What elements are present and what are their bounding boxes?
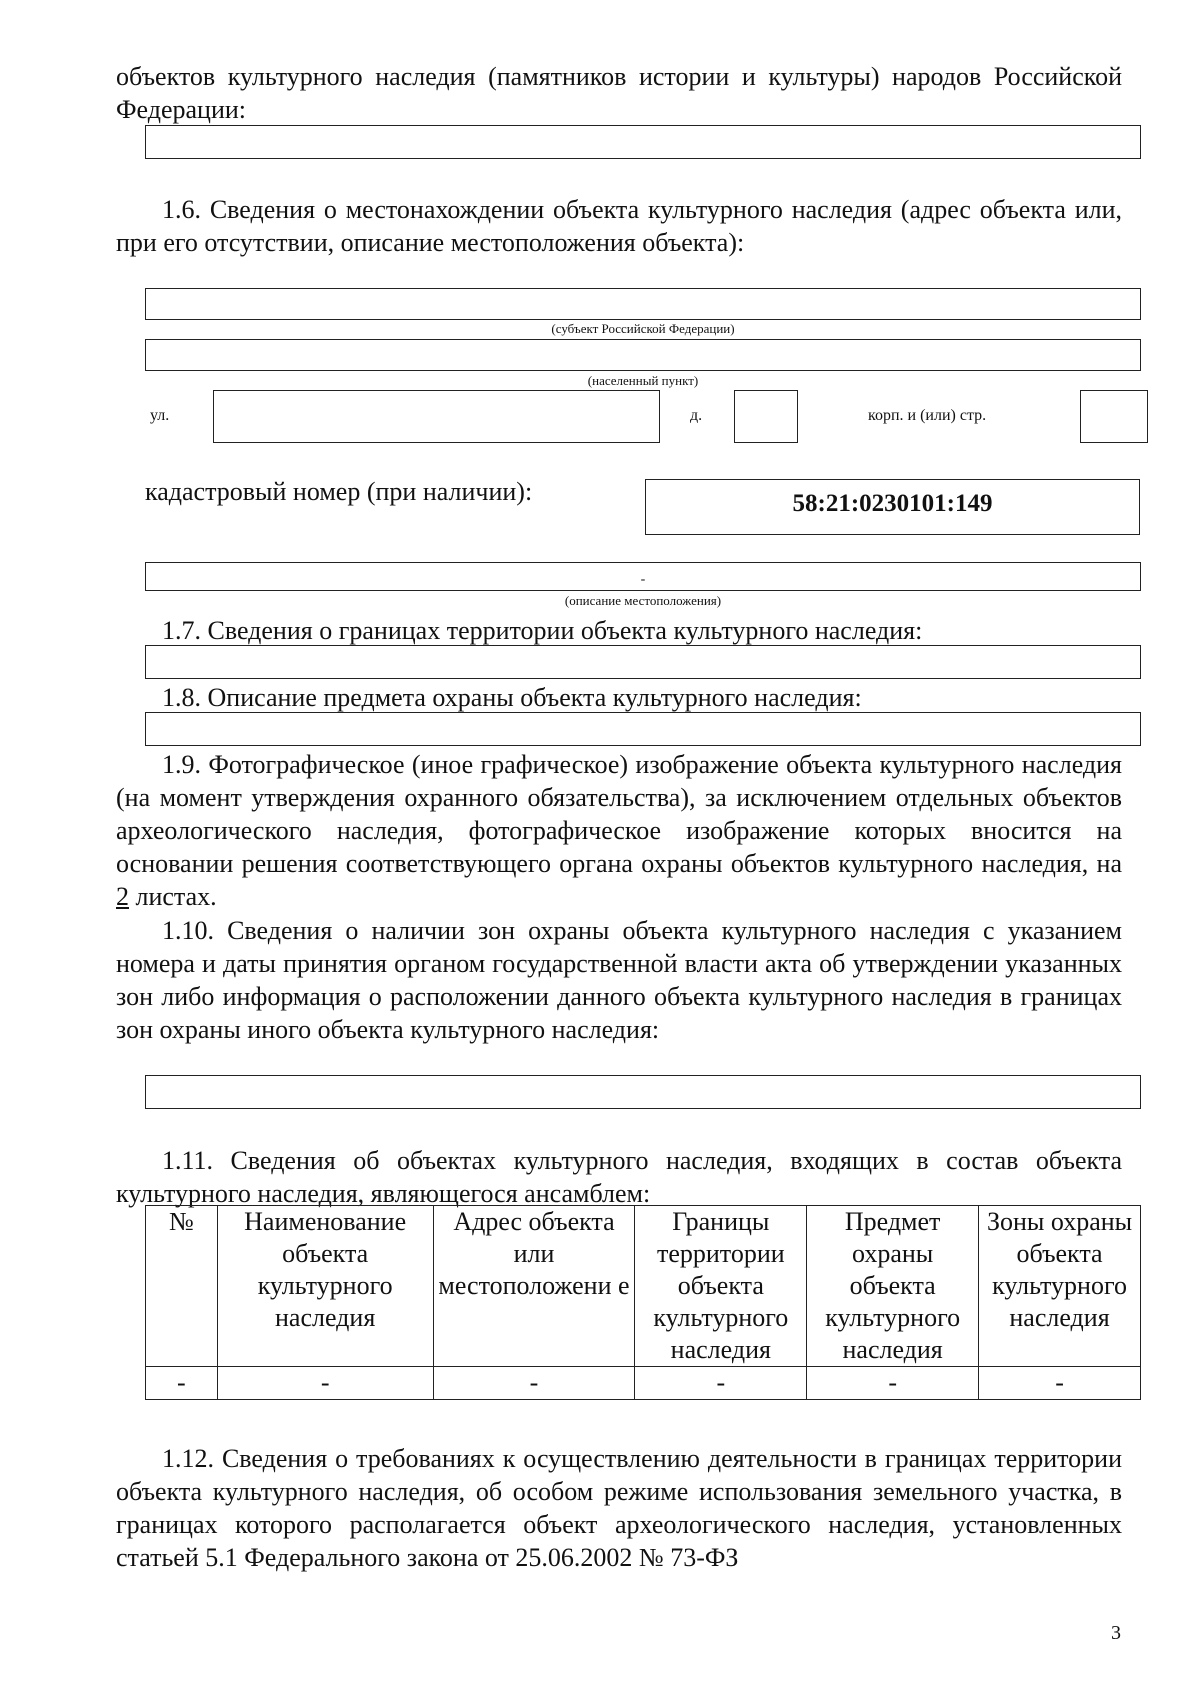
locality-caption: (населенный пункт) (587, 373, 699, 388)
section-1-11-paragraph: 1.11. Сведения об объектах культурного наследия, входящих в состав объекта культурного наследия, являющегося ансамблем: (116, 1146, 1122, 1208)
table-header-address: Адрес объекта или местоположени е (433, 1206, 635, 1367)
table-header-protection-subject: Предмет охраны объекта культурного наследия (807, 1206, 979, 1367)
table-header-row (146, 1206, 1141, 1367)
section-1-7-heading: 1.7. Сведения о границах территории объекта культурного наследия: (162, 616, 923, 645)
section-1-10-paragraph: 1.10. Сведения о наличии зон охраны объекта культурного наследия с указанием номера и даты принятия органом государственной власти акта об утверждении указанных зон либо информация о расположении данного объекта культурного наследия в границах зон охраны иного объекта культурного наследия: (116, 916, 1122, 1044)
section-1-6-heading: 1.6. Сведения о местонахождении объекта культурного наследия (адрес объекта или, при его отсутствии, описание местоположения объекта): (116, 195, 1122, 257)
table-header-protection-zones: Зоны охраны объекта культурного наследия (979, 1206, 1141, 1367)
table-row (146, 1367, 1141, 1400)
table-header-boundaries: Границы территории объекта культурного наследия (635, 1206, 807, 1367)
table-header-name: Наименование объекта культурного наследия (217, 1206, 433, 1367)
building-field[interactable] (1080, 390, 1148, 443)
protection-subject-field[interactable] (145, 712, 1141, 746)
page-number: 3 (1111, 1622, 1121, 1644)
building-label: корп. и (или) стр. (868, 407, 987, 424)
table-cell: - (146, 1367, 218, 1400)
cadastral-label: кадастровый номер (при наличии): (145, 477, 533, 506)
table-cell: - (433, 1367, 635, 1400)
section-1-8-heading: 1.8. Описание предмета охраны объекта культурного наследия: (162, 683, 862, 712)
protection-zones-field[interactable] (145, 1075, 1141, 1109)
section-1-9-paragraph: 1.9. Фотографическое (иное графическое) изображение объекта культурного наследия (на момент утверждения охранного обязательства), за исключением отдельных объектов археологического наследия, фотографическое изображение которых вносится на основании решения соответствующего органа охраны объектов культурного наследия, на 2 листах. (116, 750, 1122, 911)
location-description-field[interactable]: - (145, 562, 1141, 591)
table-cell: - (635, 1367, 807, 1400)
region-field[interactable] (145, 288, 1141, 320)
territory-boundaries-field[interactable] (145, 645, 1141, 679)
cadastral-number-field[interactable]: 58:21:0230101:149 (645, 479, 1140, 535)
location-caption: (описание местоположения) (564, 593, 722, 608)
table-cell: - (979, 1367, 1141, 1400)
sheets-count: 2 (116, 882, 129, 911)
intro-paragraph: объектов культурного наследия (памятников истории и культуры) народов Российской Федерации: (116, 62, 1122, 124)
locality-field[interactable] (145, 339, 1141, 371)
table-header-number: № (146, 1206, 218, 1367)
house-field[interactable] (734, 390, 798, 443)
table-cell: - (217, 1367, 433, 1400)
heritage-name-field[interactable] (145, 125, 1141, 159)
street-field[interactable] (213, 390, 660, 443)
region-caption: (субъект Российской Федерации) (551, 321, 735, 336)
table-cell: - (807, 1367, 979, 1400)
house-label: д. (690, 407, 703, 424)
ensemble-objects-table (145, 1205, 1141, 1400)
street-label: ул. (150, 407, 170, 424)
section-1-12-paragraph: 1.12. Сведения о требованиях к осуществлению деятельности в границах территории объекта культурного наследия, об особом режиме использования земельного участка, в границах которого располагается объект археологического наследия, установленных статьей 5.1 Федерального закона от 25.06.2002 № 73-ФЗ (116, 1444, 1122, 1572)
